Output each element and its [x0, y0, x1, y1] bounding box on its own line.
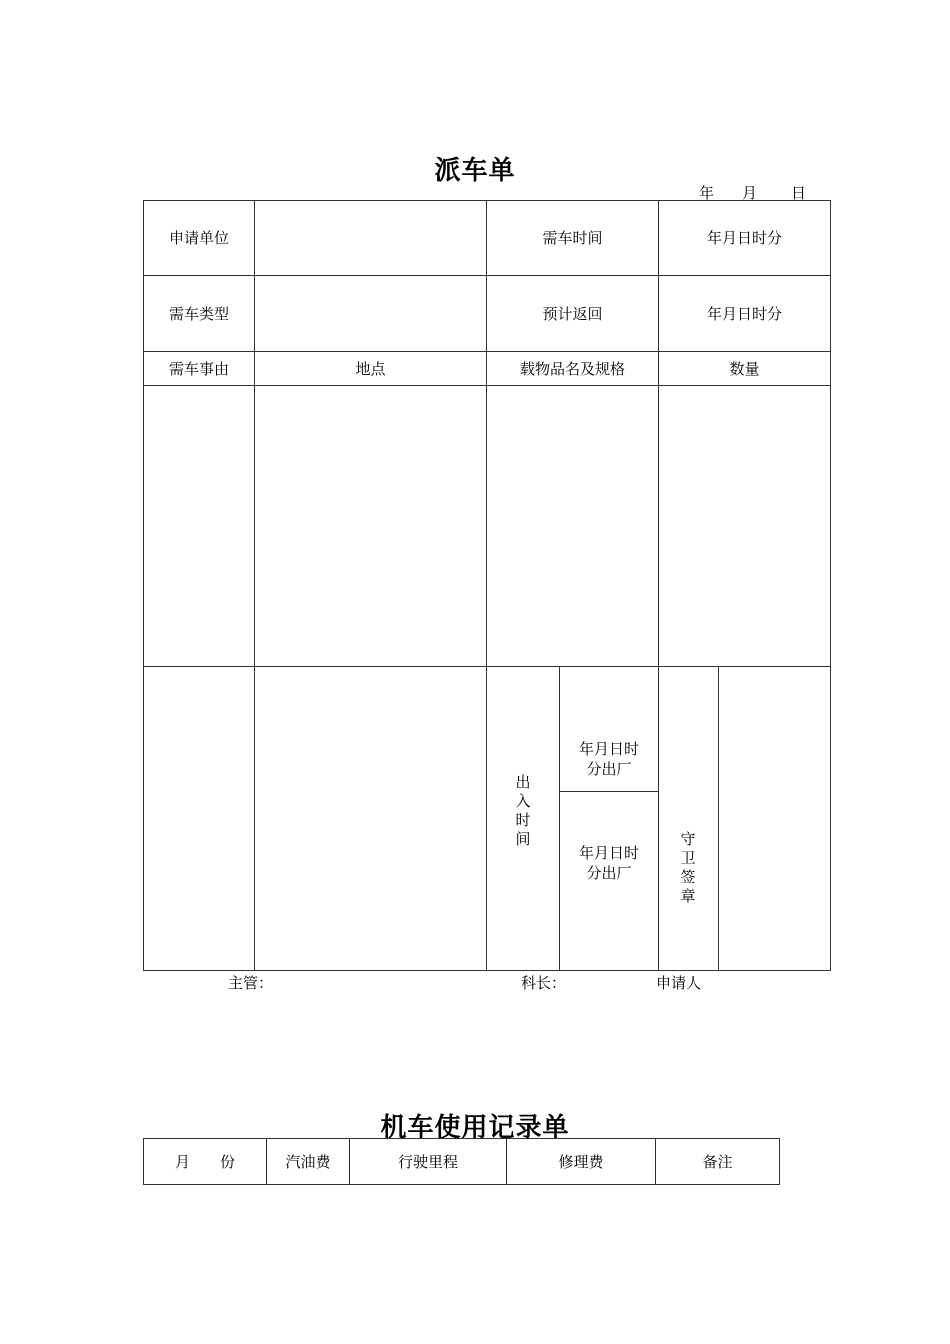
row-divider	[559, 791, 659, 792]
date-year-label: 年	[699, 184, 715, 202]
section-chief-label: 科长：	[521, 974, 567, 992]
need-time-label: 需车时间	[542, 229, 603, 247]
guard-char: 章	[680, 887, 696, 905]
applicant-label: 申请人	[656, 974, 702, 992]
dispatch-form-title: 派车单	[434, 156, 516, 186]
mileage-header: 行驶里程	[350, 1139, 507, 1185]
record-form-title: 机车使用记录单	[380, 1113, 570, 1143]
reason-header: 需车事由	[168, 360, 229, 378]
inout-time-label	[513, 773, 533, 849]
row-divider	[143, 275, 831, 276]
out-time-1-line: 年月日时	[578, 740, 639, 758]
out-time-1-line: 分出厂	[586, 760, 632, 778]
inout-char: 出	[515, 773, 531, 791]
out-time-1[interactable]	[559, 739, 659, 779]
record-header-row	[144, 1139, 780, 1185]
vehicle-type-label: 需车类型	[168, 305, 229, 323]
vehicle-type-field[interactable]	[255, 276, 486, 351]
place-field[interactable]	[255, 386, 486, 970]
inout-char: 时	[515, 811, 531, 829]
return-time-label: 预计返回	[542, 305, 603, 323]
cargo-header: 载物品名及规格	[519, 360, 625, 378]
date-month-label: 月	[742, 184, 758, 202]
reason-field[interactable]	[144, 386, 254, 970]
form-date	[690, 182, 830, 202]
repair-cost-header: 修理费	[507, 1139, 656, 1185]
apply-unit-label: 申请单位	[168, 229, 229, 247]
cargo-field[interactable]	[487, 386, 658, 666]
row-divider	[143, 351, 831, 352]
date-day-label: 日	[791, 184, 807, 202]
quantity-field[interactable]	[659, 386, 830, 666]
place-header: 地点	[355, 360, 386, 378]
guard-char: 签	[680, 868, 696, 886]
out-time-2-line: 分出厂	[586, 864, 632, 882]
remarks-header: 备注	[656, 1139, 780, 1185]
inout-char: 间	[515, 830, 531, 848]
record-table	[143, 1138, 780, 1185]
col-divider	[559, 666, 560, 971]
guard-char: 守	[680, 830, 696, 848]
guard-char: 卫	[680, 849, 696, 867]
return-time-value[interactable]: 年月日时分	[706, 305, 782, 323]
need-time-value[interactable]: 年月日时分	[706, 229, 782, 247]
fuel-cost-header: 汽油费	[267, 1139, 350, 1185]
guard-sign-label	[678, 830, 698, 906]
out-time-2-line: 年月日时	[578, 844, 639, 862]
apply-unit-field[interactable]	[255, 201, 486, 275]
out-time-2[interactable]	[559, 843, 659, 883]
inout-char: 入	[515, 792, 531, 810]
quantity-header: 数量	[729, 360, 760, 378]
month-header: 月 份	[144, 1139, 267, 1185]
supervisor-label: 主管：	[228, 974, 274, 992]
guard-sign-field[interactable]	[719, 667, 830, 970]
